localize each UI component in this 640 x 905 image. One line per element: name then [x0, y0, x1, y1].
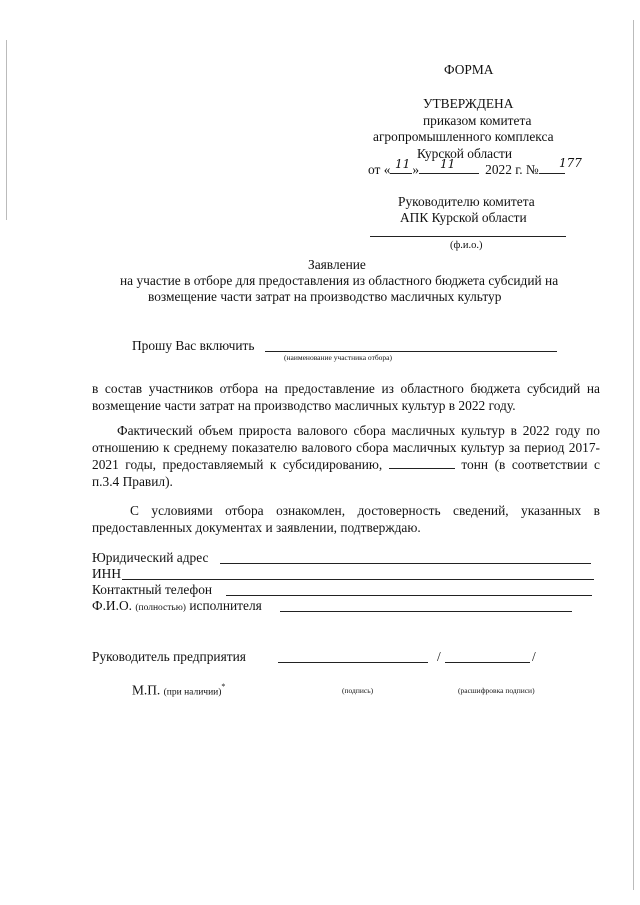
- handwritten-month: 11: [440, 157, 456, 171]
- participant-name-caption: (наименование участника отбора): [284, 353, 392, 362]
- order-number-blank: [539, 173, 565, 174]
- approved-by-line2: агропромышленного комплекса: [373, 129, 554, 144]
- slash-1: /: [437, 649, 441, 664]
- executor-small: (полностью): [135, 603, 186, 613]
- slash-2: /: [532, 649, 536, 664]
- paragraph-2: [92, 422, 600, 490]
- paragraph-1: в состав участников отбора на предоставление из областного бюджета субсидий на возмещение части затрат на производство масличных культур в 2022 году.: [92, 381, 600, 413]
- signature-line[interactable]: [278, 662, 428, 663]
- mp-star: *: [221, 682, 226, 691]
- request-text: Прошу Вас включить: [132, 338, 255, 353]
- document-subtitle-line2: возмещение части затрат на производство масличных культур: [148, 289, 502, 304]
- signature-decode-line[interactable]: [445, 662, 530, 663]
- executor-line[interactable]: [280, 611, 572, 612]
- phone-label: Контактный телефон: [92, 582, 213, 597]
- approved-by-line3: Курской области: [417, 146, 513, 161]
- inn-line[interactable]: [122, 579, 594, 580]
- addressee-line1: Руководителю комитета: [398, 194, 535, 209]
- signature-caption: (подпись): [342, 686, 374, 695]
- scan-edge-right: [633, 20, 634, 890]
- paragraph-2-before: Фактический объем прироста валового сбора масличных культур в 2022 году по отношению к среднему показателю валового сбора масличных культур за период 2017- 2021 годы, предоставляемый к субсидированию,: [92, 423, 600, 472]
- mp-label-line: [132, 678, 225, 701]
- tonnage-blank[interactable]: [389, 468, 455, 469]
- addressee-fio-line: [370, 236, 566, 237]
- decode-caption: (расшифровка подписи): [458, 686, 535, 695]
- document-heading: Заявление: [308, 257, 366, 272]
- phone-line[interactable]: [226, 595, 592, 596]
- handwritten-day: 11: [395, 157, 411, 171]
- paragraph-3: С условиями отбора ознакомлен, достоверность сведений, указанных в предоставленных документах и заявлении, подтверждаю.: [92, 503, 600, 535]
- legal-address-line[interactable]: [220, 563, 591, 564]
- order-prefix: от «: [368, 162, 391, 177]
- legal-address-label: Юридический адрес: [92, 550, 209, 565]
- scan-edge-left: [6, 40, 7, 220]
- form-label: ФОРМА: [444, 62, 494, 77]
- order-mid: »: [412, 162, 420, 177]
- head-label: Руководитель предприятия: [92, 649, 246, 664]
- participant-name-line[interactable]: [265, 351, 557, 352]
- handwritten-number: 177: [559, 156, 582, 170]
- order-year: 2022 г. №: [485, 162, 539, 177]
- approved-by-line1: приказом комитета: [423, 113, 532, 128]
- paragraph-2-after: тонн (в соответствии с п.3.4 Правил).: [92, 457, 600, 489]
- document-subtitle-line1: на участие в отборе для предоставления из областного бюджета субсидий на: [120, 273, 559, 288]
- order-month-blank: [419, 173, 479, 174]
- addressee-line2: АПК Курской области: [400, 210, 527, 225]
- inn-label: ИНН: [92, 566, 122, 581]
- executor-label: [92, 597, 262, 617]
- executor-suffix: исполнителя: [189, 598, 262, 613]
- fio-caption: (ф.и.о.): [450, 240, 483, 251]
- executor-prefix: Ф.И.О.: [92, 598, 132, 613]
- order-day-blank: [390, 173, 412, 174]
- mp-small: (при наличии): [163, 687, 222, 698]
- mp-label: М.П.: [132, 682, 161, 698]
- approved-label: УТВЕРЖДЕНА: [423, 96, 514, 111]
